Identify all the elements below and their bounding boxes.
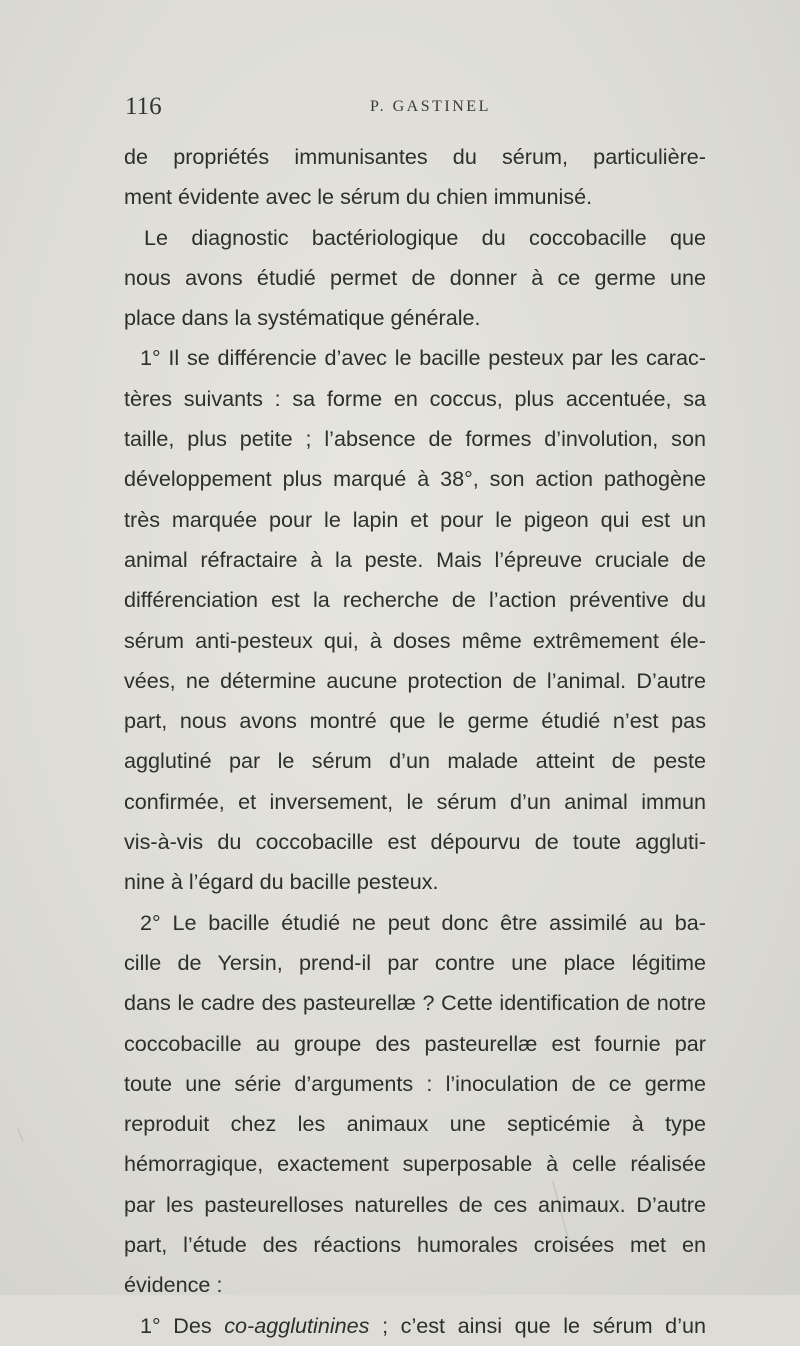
page-header	[125, 93, 705, 123]
text-line: évidence :	[124, 1272, 223, 1298]
text-line: tères suivants : sa forme en coccus, plus accentuée, sa	[124, 385, 706, 411]
text-line: reproduit chez les animaux une septicémie à type	[124, 1111, 706, 1137]
text-line: vées, ne détermine aucune protection de l’animal. D’autre	[124, 667, 706, 693]
text-line: confirmée, et inversement, le sérum d’un animal immun	[124, 788, 706, 814]
text-line: cille de Yersin, prend-il par contre une place légitime	[124, 949, 706, 975]
text-segment: ; c’est ainsi que le sérum d’un	[369, 1312, 707, 1338]
text-line: sérum anti-pesteux qui, à doses même extrêmement éle-	[124, 627, 706, 653]
text-line: nous avons étudié permet de donner à ce germe une	[124, 264, 706, 290]
text-line: nine à l’égard du bacille pesteux.	[124, 869, 439, 895]
running-head: P. GASTINEL	[370, 98, 491, 115]
text-line: très marquée pour le lapin et pour le pigeon qui est un	[124, 506, 706, 532]
text-line: toute une série d’arguments : l’inoculation de ce germe	[124, 1070, 706, 1096]
text-line: taille, plus petite ; l’absence de formes d’involution, son	[124, 426, 706, 452]
text-line: par les pasteurelloses naturelles de ces animaux. D’autre	[124, 1191, 706, 1217]
text-line: de propriétés immunisantes du sérum, particulière-	[124, 144, 706, 169]
text-line: 2° Le bacille étudié ne peut donc être assimilé au ba-	[140, 909, 706, 935]
body-text	[124, 137, 706, 1346]
page-number: 116	[125, 93, 162, 120]
text-line: part, l’étude des réactions humorales croisées met en	[124, 1232, 706, 1258]
text-line: agglutiné par le sérum d’un malade atteint de peste	[124, 748, 706, 774]
text-line: animal réfractaire à la peste. Mais l’épreuve cruciale de	[124, 546, 706, 572]
text-line: ment évidente avec le sérum du chien immunisé.	[124, 184, 593, 210]
text-line: 1° Il se différencie d’avec le bacille pesteux par les carac-	[140, 345, 706, 371]
text-line: part, nous avons montré que le germe étudié n’est pas	[124, 708, 706, 734]
text-segment: 1° Des	[140, 1312, 225, 1338]
text-line: Le diagnostic bactériologique du coccobacille que	[144, 224, 706, 250]
text-line: coccobacille au groupe des pasteurellæ est fournie par	[124, 1030, 706, 1056]
text-line-last	[124, 1306, 706, 1346]
text-line: vis-à-vis du coccobacille est dépourvu de toute aggluti-	[124, 829, 706, 855]
paper-mark	[17, 1128, 24, 1141]
text-line: hémorragique, exactement superposable à celle réalisée	[124, 1151, 706, 1177]
italic-term: co-agglutinines	[224, 1312, 370, 1338]
text-line: dans le cadre des pasteurellæ ? Cette identification de notre	[124, 990, 706, 1016]
text-line: place dans la systématique générale.	[124, 305, 481, 331]
text-line: différenciation est la recherche de l’action préventive du	[124, 587, 706, 613]
text-line: développement plus marqué à 38°, son action pathogène	[124, 466, 706, 492]
